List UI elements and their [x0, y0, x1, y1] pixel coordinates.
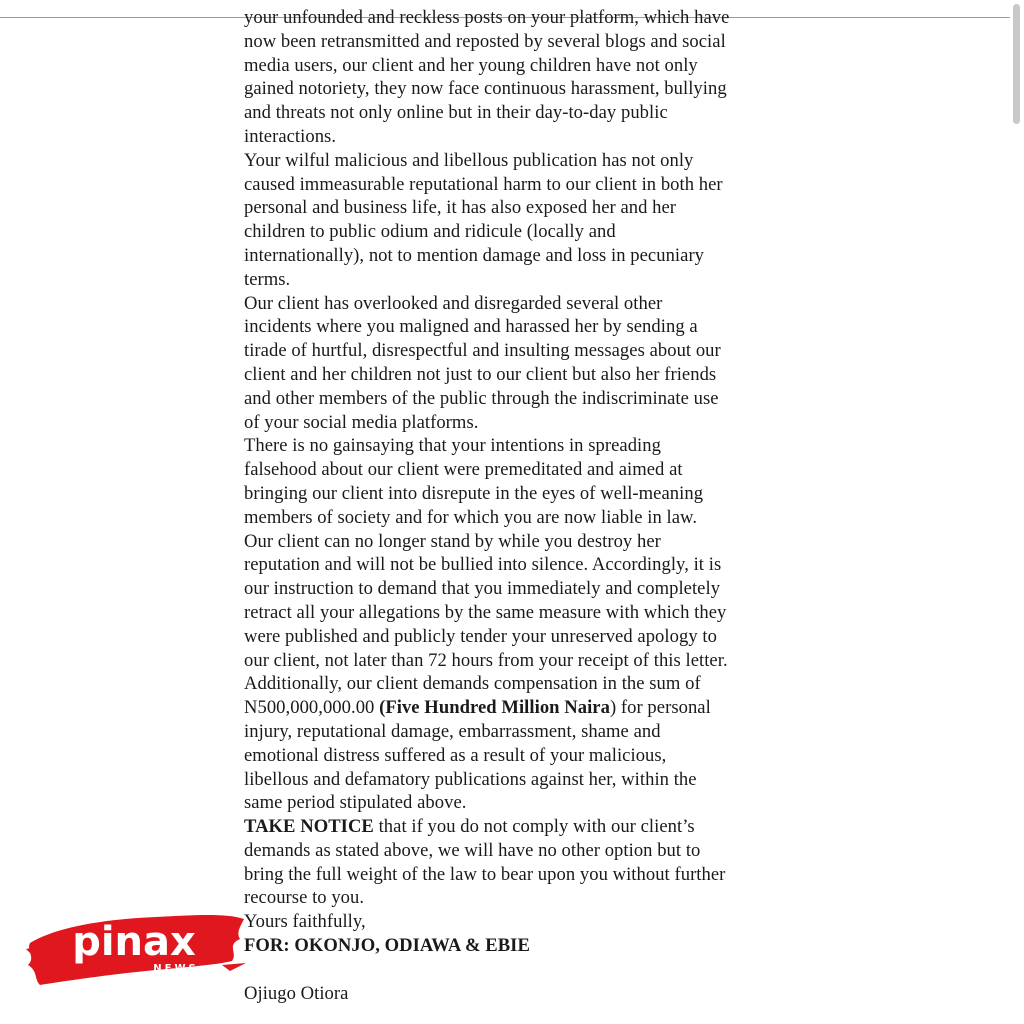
- scrollbar[interactable]: [1010, 0, 1024, 1024]
- signatory-name: Ojiugo Otiora: [244, 982, 349, 1004]
- paragraph-premeditation: There is no gainsaying that your intentions in spreading falsehood about our client were premeditated and aimed at bringing our client into disrepute in the eyes of well-meaning members of society and for which you are now liable in law.: [244, 435, 704, 528]
- scrollbar-thumb[interactable]: [1013, 4, 1020, 124]
- logo-sub-text: NEWS: [153, 963, 199, 974]
- paragraph-retraction-demand: Our client can no longer stand by while you destroy her reputation and will not be bullied into silence. Accordingly, it is our instruction to demand that you immediately and completely retract all your allegations by the same measure with which they were published and publicly tender your unreserved apology to our client, not later than 72 hours from your receipt of this letter.: [244, 530, 728, 671]
- pinax-logo-graphic: [26, 905, 248, 995]
- paragraph-compensation: [244, 672, 789, 815]
- pinax-news-logo: [26, 905, 248, 995]
- take-notice-heading: TAKE NOTICE: [244, 816, 374, 838]
- compensation-text-start: Additionally, our client demands compensation in the sum of N500,000,000.00: [244, 673, 701, 719]
- paragraph-harassment: your unfounded and reckless posts on your platform, which have now been retransmitted and reposted by several blogs and social media users, our client and her young children have not only gained notoriety, they now face continuous harassment, bullying and threats not only online but in their day-to-day public interactions.: [244, 7, 730, 147]
- compensation-amount-words: (Five Hundred Million Naira: [379, 697, 610, 719]
- compensation-text-end: ) for personal injury, reputational damage, embarrassment, shame and emotional distress suffered as a result of your malicious, libellous and defamatory publications against her, within the same period stipulated above.: [244, 697, 711, 814]
- take-notice-text: that if you do not comply with our client’s demands as stated above, we will have no other option but to bring the full weight of the law to bear upon you without further recourse to you.: [244, 816, 726, 909]
- law-firm-name: FOR: OKONJO, ODIAWA & EBIE: [244, 935, 530, 957]
- paragraph-overlooked-incidents: Our client has overlooked and disregarded several other incidents where you maligned and harassed her by sending a tirade of hurtful, disrespectful and insulting messages about our client and her children not just to our client but also her friends and other members of the public through the indiscriminate use of your social media platforms.: [244, 292, 721, 433]
- paragraph-reputational-harm: Your wilful malicious and libellous publication has not only caused immeasurable reputational harm to our client in both her personal and business life, it has also exposed her and her children to public odium and ridicule (locally and internationally), not to mention damage and loss in pecuniary terms.: [244, 149, 723, 290]
- signoff: Yours faithfully,: [244, 911, 366, 933]
- paragraph-take-notice: [244, 815, 789, 910]
- logo-brand-text: pinax: [72, 919, 196, 965]
- letter-body: [244, 6, 789, 1006]
